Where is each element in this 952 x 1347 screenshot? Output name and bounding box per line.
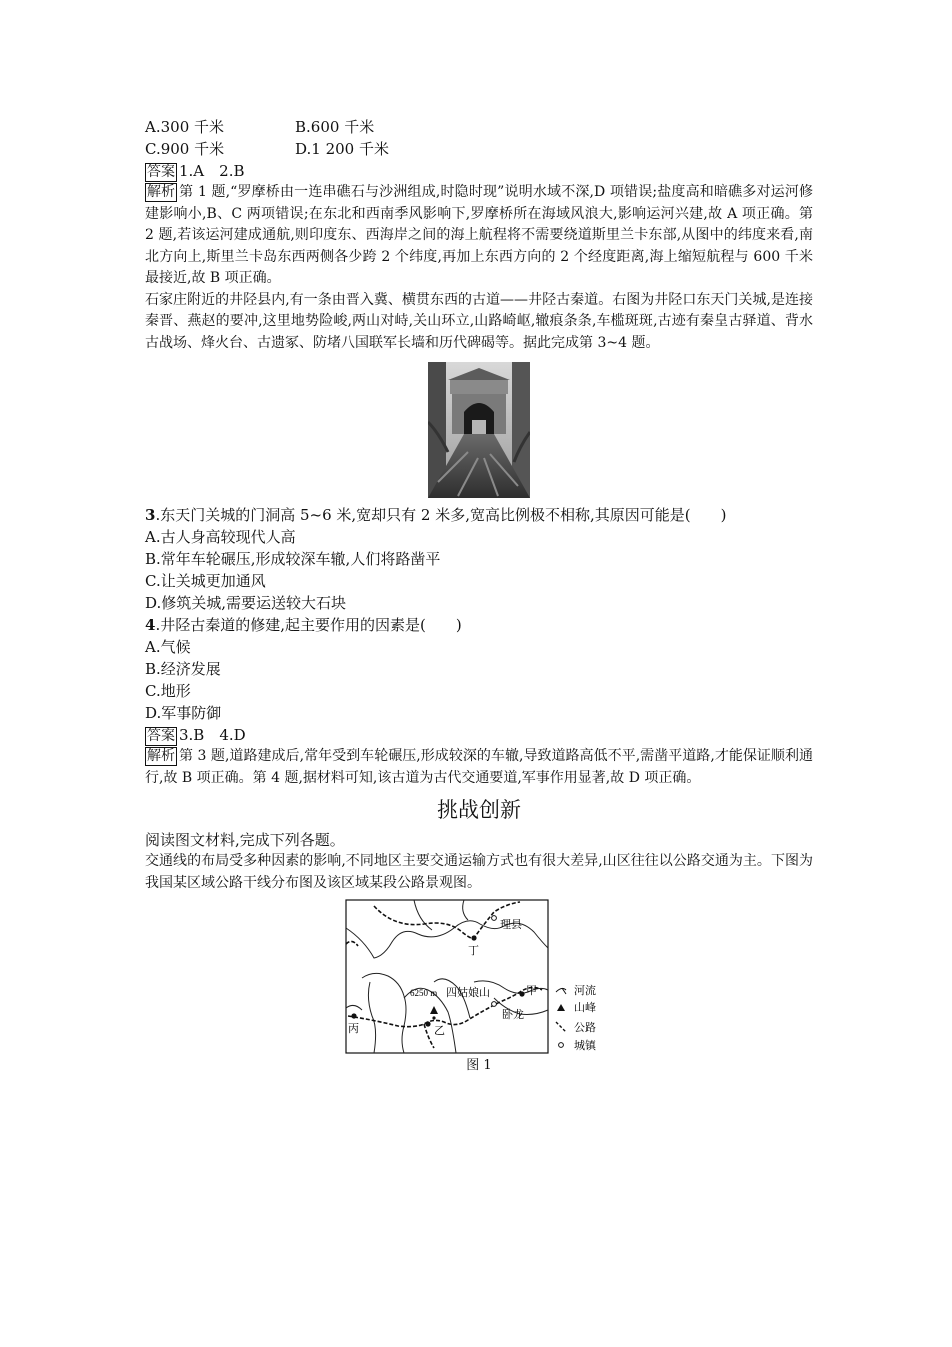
question-3-text: .东天门关城的门洞高 5~6 米,宽却只有 2 米多,宽高比例极不相称,其原因可能是( ): [155, 506, 727, 524]
q3-option-b: B.常年车轮碾压,形成较深车辙,人们将路凿平: [145, 550, 441, 568]
analysis-paragraph-2: [145, 746, 813, 789]
analysis-tag: 解析: [147, 184, 175, 200]
peak-dot: [432, 1016, 435, 1019]
page-content: [145, 116, 813, 1076]
map-legend: [556, 983, 597, 1052]
town-lixian: [492, 916, 497, 921]
map-caption: 图 1: [466, 1058, 492, 1073]
answer-tag: 答案: [147, 728, 175, 744]
town-wolong: [492, 1002, 497, 1007]
legend-river-icon: [556, 988, 566, 994]
analysis-text: 第 3 题,道路建成后,常年受到车轮碾压,形成较深的车辙,导致道路高低不平,需凿平道路,才能保证顺利通行,故 B 项正确。第 4 题,据材料可知,该古道为古代交通要道,军事作用显著,故 D 项正确。: [145, 748, 813, 786]
label-bing: 丙: [348, 1023, 359, 1035]
legend-town-icon: [559, 1043, 564, 1048]
options-row-2: [145, 138, 813, 160]
photo-container: [145, 362, 813, 498]
label-peak-elev: 6250 m: [410, 988, 438, 998]
q4-option-c: C.地形: [145, 682, 191, 700]
label-wolong: 卧龙: [502, 1009, 524, 1021]
question-4-text: .井陉古秦道的修建,起主要作用的因素是( ): [155, 616, 462, 634]
town-bing: [351, 1013, 356, 1018]
legend-town: 城镇: [574, 1040, 596, 1052]
q4-option-d: D.军事防御: [145, 704, 222, 722]
analysis-tag: 解析: [147, 748, 175, 764]
question-4-number: 4: [145, 616, 156, 634]
answer-line-2: [145, 724, 813, 746]
question-4: [145, 614, 813, 636]
section-title: 挑战创新: [437, 798, 521, 822]
analysis-paragraph-1: [145, 182, 813, 290]
option-a: A.300 千米: [145, 118, 224, 136]
legend-peak-icon: [557, 1004, 565, 1011]
town-yi: [425, 1021, 430, 1026]
legend-river: 河流: [574, 985, 596, 997]
q3-option-d: D.修筑关城,需要运送较大石块: [145, 594, 347, 612]
analysis-text: 第 1 题,“罗摩桥由一连串礁石与沙洲组成,时隐时现”说明水域不深,D 项错误;盐度高和暗礁多对运河修建影响小,B、C 两项错误;在东北和西南季风影响下,罗摩桥所在海域风浪大,影响运河兴建,故 A 项正确。第 2 题,若该运河建成通航,则印度东、西海岸之间的海上航程将不需要绕道斯里兰卡东部,从图中的纬度来看,南北方向上,斯里兰卡岛东西两侧各少跨 2 个纬度,再加上东西方向的 2 个经度距离,海上缩短航程与 600 千米最接近,故 B 项正确。: [145, 184, 813, 286]
label-sigu: 四姑娘山: [446, 987, 490, 999]
map-container: [145, 898, 813, 1056]
label-lixian: 理县: [500, 919, 522, 931]
option-d: D.1 200 千米: [295, 140, 389, 158]
section-paragraph: 交通线的布局受多种因素的影响,不同地区主要交通运输方式也有很大差异,山区往往以公路交通为主。下图为我国某区域公路干线分布图及该区域某段公路景观图。: [145, 853, 813, 891]
q3-option-a: A.古人身高较现代人高: [145, 528, 296, 546]
intro-paragraph: 石家庄附近的井陉县内,有一条由晋入冀、横贯东西的古道——井陉古秦道。右图为井陉口东天门关城,是连接秦晋、燕赵的要冲,这里地势险峻,两山对峙,关山环立,山路崎岖,辙痕条条,车槛斑斑,古迹有秦皇古驿道、背水古战场、烽火台、古遗冢、防堵八国联军长墙和历代碑碣等。据此完成第 3~4 题。: [145, 291, 813, 351]
answer-text: 3.B 4.D: [179, 726, 246, 744]
road-map: [344, 898, 614, 1056]
options-row-1: [145, 116, 813, 138]
town-ding: [471, 935, 476, 940]
town-jia: [519, 991, 524, 996]
legend-peak: 山峰: [574, 1002, 596, 1014]
q4-option-b: B.经济发展: [145, 660, 221, 678]
answer-line-1: [145, 160, 813, 182]
section-instruction: 阅读图文材料,完成下列各题。: [145, 831, 345, 849]
answer-tag: 答案: [147, 164, 175, 180]
q4-option-a: A.气候: [145, 638, 191, 656]
gate-photo: [428, 362, 530, 498]
option-b: B.600 千米: [295, 118, 375, 136]
answer-text: 1.A 2.B: [179, 162, 245, 180]
question-3: [145, 504, 813, 526]
legend-road-icon: [556, 1022, 566, 1032]
peak-icon: [430, 1006, 438, 1014]
question-3-number: 3: [145, 506, 156, 524]
label-jia: 甲: [526, 985, 537, 997]
q3-option-c: C.让关城更加通风: [145, 572, 266, 590]
label-ding: 丁: [468, 945, 479, 957]
label-yi: 乙: [434, 1025, 445, 1037]
towns: [351, 916, 524, 1027]
option-c: C.900 千米: [145, 140, 225, 158]
legend-road: 公路: [574, 1022, 596, 1034]
